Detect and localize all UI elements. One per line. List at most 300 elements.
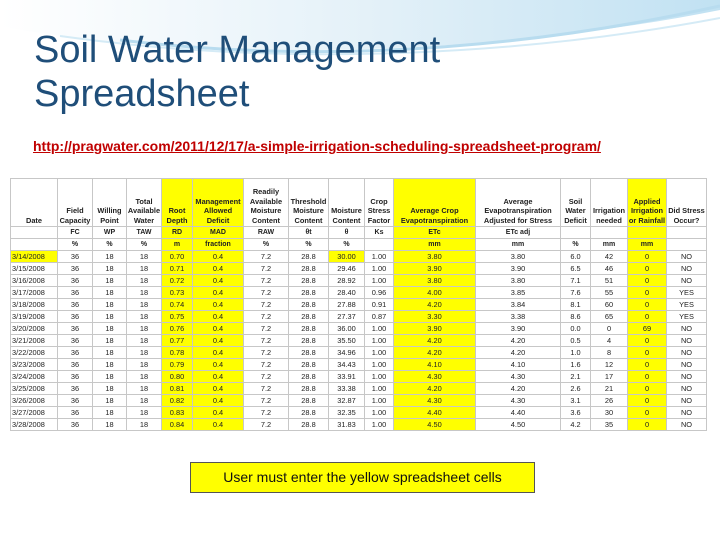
table-cell: NO <box>667 395 707 407</box>
table-cell: 1.0 <box>561 347 591 359</box>
table-cell: 18 <box>127 263 162 275</box>
table-cell: 28.8 <box>289 347 329 359</box>
table-cell: 3.1 <box>561 395 591 407</box>
table-cell: 3/28/2008 <box>11 419 58 431</box>
table-cell[interactable]: 0 <box>628 251 667 263</box>
table-cell: 18 <box>93 263 127 275</box>
table-cell: 46 <box>591 263 628 275</box>
table-cell: 1.00 <box>365 347 394 359</box>
table-cell[interactable]: 0.70 <box>162 251 193 263</box>
table-cell: NO <box>667 263 707 275</box>
table-cell: 3.84 <box>476 299 561 311</box>
table-cell: 28.8 <box>289 419 329 431</box>
column-header: Average Evapotranspiration Adjusted for Stress <box>476 179 561 227</box>
column-header: Applied Irrigation or Rainfall <box>628 179 667 227</box>
table-cell: 28.8 <box>289 359 329 371</box>
column-symbol: WP <box>93 227 127 239</box>
table-cell: 33.38 <box>329 383 365 395</box>
table-cell: 7.2 <box>244 311 289 323</box>
column-symbol <box>628 227 667 239</box>
table-cell[interactable]: 0 <box>628 299 667 311</box>
table-cell: 7.2 <box>244 251 289 263</box>
table-cell: 3/21/2008 <box>11 335 58 347</box>
table-cell[interactable]: 0 <box>628 347 667 359</box>
table-cell: 36 <box>58 371 93 383</box>
table-cell: 28.8 <box>289 395 329 407</box>
table-cell: 0 <box>591 323 628 335</box>
table-cell[interactable]: 0 <box>628 359 667 371</box>
table-cell: 18 <box>127 275 162 287</box>
table-cell: 42 <box>591 251 628 263</box>
table-cell: NO <box>667 359 707 371</box>
table-cell[interactable]: 3/14/2008 <box>11 251 58 263</box>
table-cell: 18 <box>93 287 127 299</box>
table-cell: 18 <box>93 299 127 311</box>
table-cell: 18 <box>127 311 162 323</box>
table-cell: 7.2 <box>244 371 289 383</box>
column-header: Did Stress Occur? <box>667 179 707 227</box>
table-cell: 28.92 <box>329 275 365 287</box>
column-symbol <box>591 227 628 239</box>
table-cell: 1.00 <box>365 419 394 431</box>
table-cell[interactable]: 4.30 <box>394 395 476 407</box>
table-cell: 7.2 <box>244 323 289 335</box>
table-cell[interactable]: 0.4 <box>193 371 244 383</box>
column-symbol: RD <box>162 227 193 239</box>
table-cell: 51 <box>591 275 628 287</box>
table-cell: 18 <box>127 347 162 359</box>
table-cell: 18 <box>127 407 162 419</box>
table-cell[interactable]: 4.20 <box>394 347 476 359</box>
table-cell: 4.2 <box>561 419 591 431</box>
title-line-1: Soil Water Management <box>34 29 441 71</box>
table-cell[interactable]: 0.73 <box>162 287 193 299</box>
table-cell: 18 <box>93 407 127 419</box>
table-cell: 27.37 <box>329 311 365 323</box>
column-unit: mm <box>628 239 667 251</box>
table-cell: 12 <box>591 359 628 371</box>
table-cell: 3/24/2008 <box>11 371 58 383</box>
table-cell: 18 <box>93 371 127 383</box>
table-cell[interactable]: 0 <box>628 383 667 395</box>
table-cell: NO <box>667 335 707 347</box>
table-row <box>11 323 707 335</box>
column-unit <box>11 239 58 251</box>
column-symbol: MAD <box>193 227 244 239</box>
table-cell[interactable]: 4.20 <box>394 299 476 311</box>
table-cell: 18 <box>93 419 127 431</box>
table-cell[interactable]: 0.4 <box>193 347 244 359</box>
table-cell: 4.40 <box>476 407 561 419</box>
table-cell: 3/20/2008 <box>11 323 58 335</box>
table-cell: 4.20 <box>476 383 561 395</box>
table-cell: 35 <box>591 419 628 431</box>
table-cell: 7.2 <box>244 299 289 311</box>
table-cell: 8.1 <box>561 299 591 311</box>
table-body <box>11 251 707 431</box>
table-cell: 36 <box>58 311 93 323</box>
table-cell: 7.1 <box>561 275 591 287</box>
source-url-link[interactable]: http://pragwater.com/2011/12/17/a-simple-irrigation-scheduling-spreadsheet-program/ <box>33 138 601 154</box>
table-cell: 28.8 <box>289 323 329 335</box>
table-cell: 3.85 <box>476 287 561 299</box>
table-cell[interactable]: 3.90 <box>394 323 476 335</box>
table-cell[interactable]: 0.80 <box>162 371 193 383</box>
column-header: Total Available Water <box>127 179 162 227</box>
table-cell[interactable]: 3.90 <box>394 263 476 275</box>
table-cell[interactable]: 0.4 <box>193 359 244 371</box>
table-cell: 26 <box>591 395 628 407</box>
table-cell[interactable]: 0.4 <box>193 395 244 407</box>
column-unit: mm <box>476 239 561 251</box>
table-cell[interactable]: 4.40 <box>394 407 476 419</box>
table-cell: 18 <box>93 383 127 395</box>
table-cell: 7.2 <box>244 395 289 407</box>
table-cell[interactable]: 0.83 <box>162 407 193 419</box>
table-cell: 36 <box>58 287 93 299</box>
table-cell: 34.43 <box>329 359 365 371</box>
column-symbol: θ <box>329 227 365 239</box>
column-symbol <box>667 227 707 239</box>
table-cell[interactable]: 0.4 <box>193 311 244 323</box>
table-cell[interactable]: 0.71 <box>162 263 193 275</box>
table-cell: 28.8 <box>289 311 329 323</box>
table-cell: 30 <box>591 407 628 419</box>
table-cell: 1.00 <box>365 263 394 275</box>
table-cell[interactable]: 0.76 <box>162 323 193 335</box>
column-symbol: Ks <box>365 227 394 239</box>
table-cell: NO <box>667 347 707 359</box>
column-unit: % <box>127 239 162 251</box>
table-cell: 28.8 <box>289 407 329 419</box>
table-cell: 8 <box>591 347 628 359</box>
column-unit: mm <box>591 239 628 251</box>
table-cell: NO <box>667 275 707 287</box>
table-cell[interactable]: 0 <box>628 335 667 347</box>
column-unit: fraction <box>193 239 244 251</box>
column-symbol <box>561 227 591 239</box>
table-row <box>11 287 707 299</box>
table-cell[interactable]: 0 <box>628 419 667 431</box>
table-cell: 28.8 <box>289 383 329 395</box>
table-cell: 7.2 <box>244 275 289 287</box>
table-row <box>11 359 707 371</box>
table-cell[interactable]: 4.10 <box>394 359 476 371</box>
table-cell: NO <box>667 323 707 335</box>
table-cell: 18 <box>93 335 127 347</box>
table-cell[interactable]: 4.00 <box>394 287 476 299</box>
table-cell: 36 <box>58 275 93 287</box>
table-cell: 8.6 <box>561 311 591 323</box>
table-cell: 36 <box>58 299 93 311</box>
table-cell[interactable]: 0.4 <box>193 275 244 287</box>
table-cell: 7.2 <box>244 347 289 359</box>
table-cell: 18 <box>127 323 162 335</box>
table-cell: 28.8 <box>289 275 329 287</box>
table-cell: 7.2 <box>244 263 289 275</box>
table-cell: 7.2 <box>244 419 289 431</box>
table-cell: 0.0 <box>561 323 591 335</box>
table-cell: 18 <box>127 371 162 383</box>
table-cell: YES <box>667 311 707 323</box>
table-cell: 3/25/2008 <box>11 383 58 395</box>
table-cell: 3/16/2008 <box>11 275 58 287</box>
table-row <box>11 335 707 347</box>
column-unit: % <box>58 239 93 251</box>
column-unit <box>365 239 394 251</box>
table-cell[interactable]: 69 <box>628 323 667 335</box>
table-cell: 31.83 <box>329 419 365 431</box>
table-cell[interactable]: 0.77 <box>162 335 193 347</box>
column-unit: % <box>561 239 591 251</box>
table-cell[interactable]: 0.4 <box>193 323 244 335</box>
table-row <box>11 407 707 419</box>
column-unit: % <box>329 239 365 251</box>
table-cell: NO <box>667 251 707 263</box>
table-cell: NO <box>667 371 707 383</box>
table-cell: 33.91 <box>329 371 365 383</box>
column-header: Moisture Content <box>329 179 365 227</box>
table-cell: NO <box>667 383 707 395</box>
table-cell: 65 <box>591 311 628 323</box>
table-cell: 7.2 <box>244 407 289 419</box>
title-line-2: Spreadsheet <box>34 73 250 115</box>
table-cell: 1.00 <box>365 359 394 371</box>
table-cell[interactable]: 0 <box>628 371 667 383</box>
table-cell[interactable]: 0.81 <box>162 383 193 395</box>
table-cell[interactable]: 3.30 <box>394 311 476 323</box>
table-cell: 18 <box>127 335 162 347</box>
table-cell: 29.46 <box>329 263 365 275</box>
table-cell: 18 <box>127 395 162 407</box>
table-cell: 28.8 <box>289 335 329 347</box>
column-symbol: θt <box>289 227 329 239</box>
table-cell: YES <box>667 287 707 299</box>
table-cell: 1.00 <box>365 395 394 407</box>
table-cell: 3.80 <box>476 275 561 287</box>
column-header: Threshold Moisture Content <box>289 179 329 227</box>
table-cell: 3.38 <box>476 311 561 323</box>
table-cell[interactable]: 4.20 <box>394 383 476 395</box>
table-cell[interactable]: 0 <box>628 263 667 275</box>
table-cell[interactable]: 0.75 <box>162 311 193 323</box>
table-row <box>11 347 707 359</box>
table-cell[interactable]: 0.72 <box>162 275 193 287</box>
table-cell: 18 <box>93 275 127 287</box>
table-cell: 36 <box>58 407 93 419</box>
table-cell: 18 <box>127 359 162 371</box>
table-cell: 3/27/2008 <box>11 407 58 419</box>
table-cell: 1.00 <box>365 251 394 263</box>
table-cell: 28.8 <box>289 251 329 263</box>
table-cell: 3/15/2008 <box>11 263 58 275</box>
table-cell: 18 <box>93 323 127 335</box>
table-cell[interactable]: 0.79 <box>162 359 193 371</box>
table-cell[interactable]: 4.20 <box>394 335 476 347</box>
table-cell: 0.87 <box>365 311 394 323</box>
table-row <box>11 275 707 287</box>
table-cell: 2.6 <box>561 383 591 395</box>
table-cell: 4.50 <box>476 419 561 431</box>
table-cell: 18 <box>127 419 162 431</box>
table-cell: 18 <box>127 251 162 263</box>
table-cell: 7.2 <box>244 383 289 395</box>
table-cell[interactable]: 0.4 <box>193 335 244 347</box>
column-header: Crop Stress Factor <box>365 179 394 227</box>
table-cell: 18 <box>127 299 162 311</box>
table-cell[interactable]: 0 <box>628 287 667 299</box>
table-cell: YES <box>667 299 707 311</box>
table-cell[interactable]: 0.4 <box>193 419 244 431</box>
table-cell[interactable]: 30.00 <box>329 251 365 263</box>
table-cell: 28.40 <box>329 287 365 299</box>
column-header: Field Capacity <box>58 179 93 227</box>
table-cell: 28.8 <box>289 371 329 383</box>
table-cell: 35.50 <box>329 335 365 347</box>
table-cell: 18 <box>93 359 127 371</box>
table-cell: 17 <box>591 371 628 383</box>
table-cell: 21 <box>591 383 628 395</box>
table-cell: 34.96 <box>329 347 365 359</box>
table-cell: NO <box>667 419 707 431</box>
table-cell: 18 <box>127 383 162 395</box>
table-cell[interactable]: 0 <box>628 407 667 419</box>
column-header: Root Depth <box>162 179 193 227</box>
table-cell: 27.88 <box>329 299 365 311</box>
spreadsheet-table <box>10 178 707 431</box>
column-symbol: TAW <box>127 227 162 239</box>
table-cell: 3.90 <box>476 323 561 335</box>
slide-title <box>34 28 554 116</box>
table-cell[interactable]: 3.80 <box>394 275 476 287</box>
unit-row <box>11 239 707 251</box>
table-cell: 4.30 <box>476 395 561 407</box>
table-cell[interactable]: 0.4 <box>193 287 244 299</box>
irrigation-spreadsheet <box>10 178 706 429</box>
table-cell: 36 <box>58 359 93 371</box>
table-cell[interactable]: 0.82 <box>162 395 193 407</box>
table-cell: 3/17/2008 <box>11 287 58 299</box>
table-cell: 1.00 <box>365 407 394 419</box>
table-row <box>11 395 707 407</box>
table-cell: 28.8 <box>289 299 329 311</box>
column-unit: m <box>162 239 193 251</box>
table-cell: 60 <box>591 299 628 311</box>
column-header: Irrigation needed <box>591 179 628 227</box>
table-cell: 6.0 <box>561 251 591 263</box>
column-unit <box>667 239 707 251</box>
column-header: Average Crop Evapotranspiration <box>394 179 476 227</box>
column-unit: % <box>93 239 127 251</box>
table-row <box>11 263 707 275</box>
table-cell[interactable]: 0.84 <box>162 419 193 431</box>
table-cell[interactable]: 0.4 <box>193 407 244 419</box>
table-cell: 7.6 <box>561 287 591 299</box>
table-cell: 1.00 <box>365 275 394 287</box>
table-cell: 55 <box>591 287 628 299</box>
column-unit: % <box>244 239 289 251</box>
header-row <box>11 179 707 227</box>
table-cell: 4.20 <box>476 335 561 347</box>
table-cell[interactable]: 0.4 <box>193 263 244 275</box>
table-row <box>11 251 707 263</box>
table-row <box>11 311 707 323</box>
table-cell: 0.5 <box>561 335 591 347</box>
table-cell: 0.91 <box>365 299 394 311</box>
table-row <box>11 419 707 431</box>
table-cell: 0.96 <box>365 287 394 299</box>
table-row <box>11 371 707 383</box>
column-symbol: FC <box>58 227 93 239</box>
column-symbol: RAW <box>244 227 289 239</box>
table-cell[interactable]: 0.4 <box>193 299 244 311</box>
table-cell: 36.00 <box>329 323 365 335</box>
table-cell: 1.00 <box>365 371 394 383</box>
table-cell: 36 <box>58 347 93 359</box>
table-cell: 36 <box>58 419 93 431</box>
table-cell: 36 <box>58 395 93 407</box>
table-cell: 1.00 <box>365 335 394 347</box>
table-cell: 1.00 <box>365 383 394 395</box>
table-cell: 7.2 <box>244 287 289 299</box>
table-cell: 36 <box>58 251 93 263</box>
table-cell[interactable]: 0 <box>628 275 667 287</box>
table-cell[interactable]: 4.50 <box>394 419 476 431</box>
table-cell[interactable]: 0.4 <box>193 251 244 263</box>
table-cell[interactable]: 0 <box>628 311 667 323</box>
table-cell[interactable]: 0.78 <box>162 347 193 359</box>
table-cell: 4 <box>591 335 628 347</box>
table-cell: 18 <box>127 287 162 299</box>
table-cell: 18 <box>93 251 127 263</box>
table-cell: 6.5 <box>561 263 591 275</box>
table-cell: 4.10 <box>476 359 561 371</box>
table-cell: 2.1 <box>561 371 591 383</box>
column-header: Date <box>11 179 58 227</box>
table-cell: 3/18/2008 <box>11 299 58 311</box>
table-cell: 18 <box>93 311 127 323</box>
column-unit: mm <box>394 239 476 251</box>
table-cell: 18 <box>93 395 127 407</box>
table-cell: 1.6 <box>561 359 591 371</box>
column-symbol: ETc adj <box>476 227 561 239</box>
table-cell: 7.2 <box>244 359 289 371</box>
table-cell: 3/22/2008 <box>11 347 58 359</box>
table-cell: 4.30 <box>476 371 561 383</box>
table-cell: 36 <box>58 335 93 347</box>
table-cell: 3/19/2008 <box>11 311 58 323</box>
table-cell: 7.2 <box>244 335 289 347</box>
table-cell: 3.80 <box>476 251 561 263</box>
table-cell[interactable]: 0 <box>628 395 667 407</box>
table-cell: 1.00 <box>365 323 394 335</box>
table-cell[interactable]: 3.80 <box>394 251 476 263</box>
table-row <box>11 299 707 311</box>
table-cell: 3/23/2008 <box>11 359 58 371</box>
table-cell: 18 <box>93 347 127 359</box>
column-unit: % <box>289 239 329 251</box>
table-row <box>11 383 707 395</box>
table-cell: 32.35 <box>329 407 365 419</box>
table-cell[interactable]: 4.30 <box>394 371 476 383</box>
column-header: Soil Water Deficit <box>561 179 591 227</box>
table-cell: 36 <box>58 323 93 335</box>
table-cell[interactable]: 0.4 <box>193 383 244 395</box>
table-cell[interactable]: 0.74 <box>162 299 193 311</box>
table-cell: 3.6 <box>561 407 591 419</box>
column-header: Willing Point <box>93 179 127 227</box>
column-header: Readily Available Moisture Content <box>244 179 289 227</box>
